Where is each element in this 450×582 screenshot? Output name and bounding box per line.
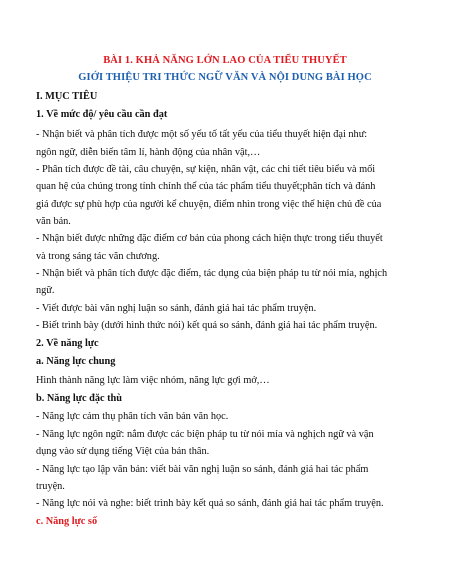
lesson-title: BÀI 1. KHẢ NĂNG LỚN LAO CỦA TIỂU THUYẾT [103, 55, 347, 66]
objective-2-line-4: văn bản. [36, 216, 71, 227]
objective-2-line-3: giá được sự phù hợp của người kể chuyện, điểm nhìn trong việc thể hiện chủ đề của [36, 199, 382, 210]
objective-4-line-1: - Nhận biết và phân tích được đặc điểm, tác dụng của biện pháp tu từ nói mỉa, nghịch [36, 268, 388, 279]
heading-general-competence: a. Năng lực chung [36, 356, 116, 367]
heading-requirements: 1. Về mức độ/ yêu cầu cần đạt [36, 109, 168, 120]
specific-competence-3-line-1: - Năng lực tạo lập văn bản: viết bài văn nghị luận so sánh, đánh giá hai tác phẩm [36, 464, 369, 475]
objective-6: - Biết trình bày (dưới hình thức nói) kết quả so sánh, đánh giá hai tác phẩm truyện. [36, 320, 378, 331]
specific-competence-2-line-2: dụng vào sử dụng tiếng Việt của bản thân. [36, 446, 210, 457]
section-heading-objectives: I. MỤC TIÊU [36, 91, 98, 102]
specific-competence-1: - Năng lực cảm thụ phân tích văn bản văn học. [36, 411, 229, 422]
lesson-subtitle: GIỚI THIỆU TRI THỨC NGỮ VĂN VÀ NỘI DUNG BÀI HỌC [78, 72, 372, 83]
specific-competence-3-line-2: truyện. [36, 481, 65, 492]
specific-competence-2-line-1: - Năng lực ngôn ngữ: nắm được các biện pháp tu từ nói mỉa và nghịch ngữ và vận [36, 429, 374, 440]
heading-competence: 2. Về năng lực [36, 338, 99, 349]
objective-2-line-2: quan hệ của chúng trong tính chỉnh thể của tác phẩm tiểu thuyết;phân tích và đánh [36, 181, 376, 192]
objective-3-line-2: và trong sáng tác văn chương. [36, 251, 160, 262]
specific-competence-4: - Năng lực nói và nghe: biết trình bày kết quả so sánh, đánh giá hai tác phẩm truyện. [36, 498, 384, 509]
general-competence-1: Hình thành năng lực làm việc nhóm, năng lực gợi mở,… [36, 375, 270, 386]
objective-5: - Viết được bài văn nghị luận so sánh, đánh giá hai tác phẩm truyện. [36, 303, 317, 314]
heading-specific-competence: b. Năng lực đặc thù [36, 393, 122, 404]
objective-4-line-2: ngữ. [36, 285, 55, 296]
heading-digital-competence: c. Năng lực số [36, 516, 98, 527]
objective-1-line-1: - Nhận biết và phân tích được một số yếu tố tất yếu của tiểu thuyết hiện đại như: [36, 129, 368, 140]
objective-1-line-2: ngôn ngữ, diễn biến tâm lí, hành động của nhân vật,… [36, 147, 261, 158]
objective-2-line-1: - Phân tích được đề tài, câu chuyện, sự kiện, nhân vật, các chi tiết tiêu biểu và mối [36, 164, 376, 175]
objective-3-line-1: - Nhận biết được những đặc điểm cơ bản của phong cách hiện thực trong tiểu thuyết [36, 233, 383, 244]
